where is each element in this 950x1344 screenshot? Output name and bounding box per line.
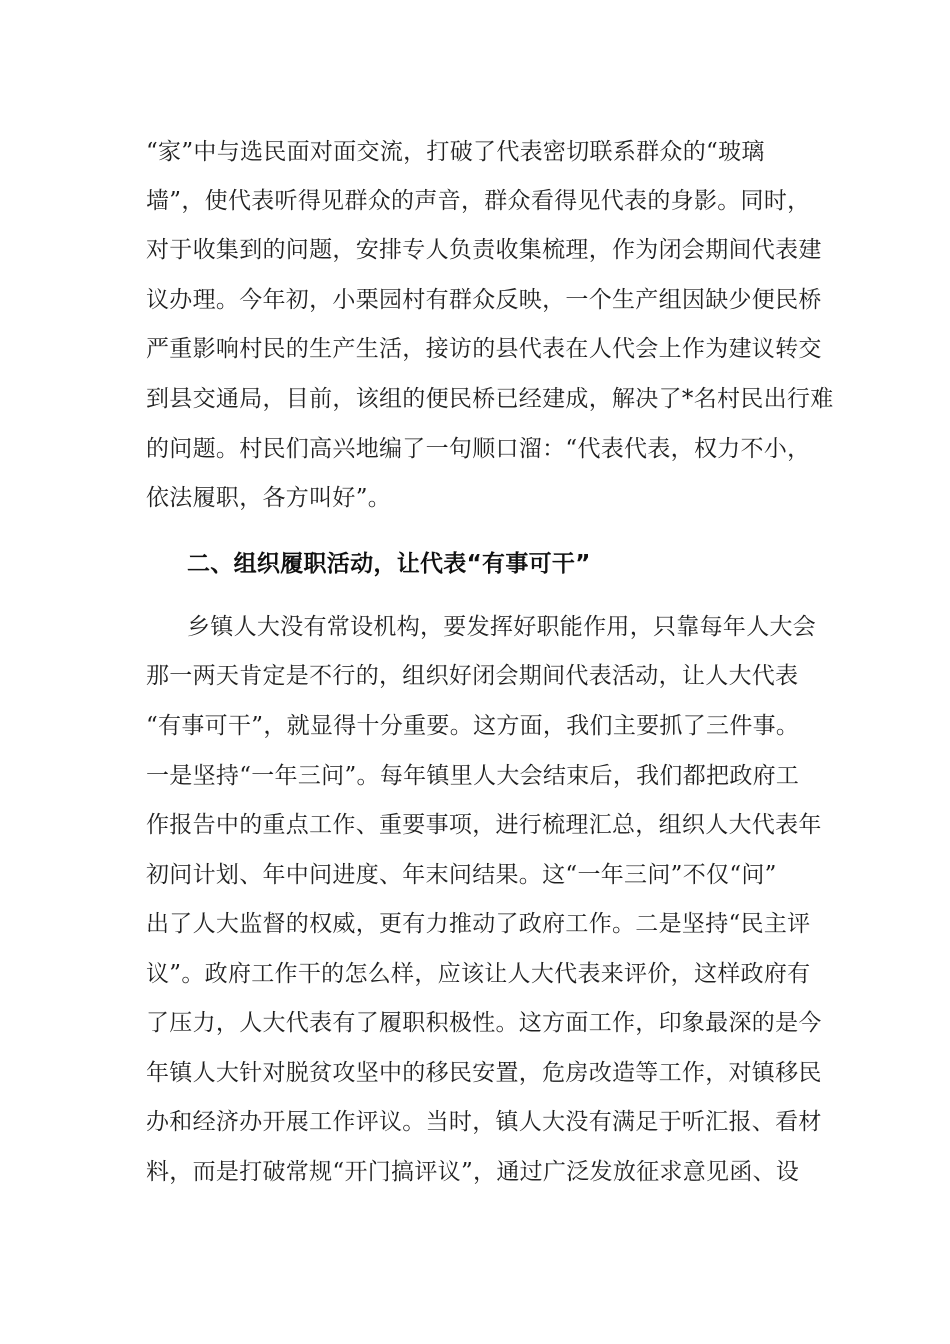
paragraph2-line-9: 了压力，人大代表有了履职积极性。这方面工作，印象最深的是今 bbox=[146, 1010, 822, 1036]
paragraph1-line-2: 墙”，使代表听得见群众的声音，群众看得见代表的身影。同时， bbox=[146, 188, 811, 214]
paragraph1-line-6: 到县交通局，目前，该组的便民桥已经建成，解决了*名村民出行难 bbox=[146, 386, 834, 412]
section-heading: 二、组织履职活动，让代表“有事可干” bbox=[187, 551, 591, 577]
paragraph1-line-5: 严重影响村民的生产生活，接访的县代表在人代会上作为建议转交 bbox=[146, 336, 822, 362]
paragraph2-line-3: “有事可干”，就显得十分重要。这方面，我们主要抓了三件事。 bbox=[146, 713, 800, 739]
paragraph2-line-5: 作报告中的重点工作、重要事项，进行梳理汇总，组织人大代表年 bbox=[146, 812, 822, 838]
paragraph2-line-4: 一是坚持“一年三问”。每年镇里人大会结束后，我们都把政府工 bbox=[146, 763, 800, 789]
paragraph2-line-11: 办和经济办开展工作评议。当时，镇人大没有满足于听汇报、看材 bbox=[146, 1109, 822, 1135]
paragraph2-line-12: 料，而是打破常规“开门搞评议”，通过广泛发放征求意见函、设 bbox=[146, 1159, 800, 1185]
paragraph1-line-3: 对于收集到的问题，安排专人负责收集梳理，作为闭会期间代表建 bbox=[146, 237, 822, 263]
paragraph2-line-7: 出了人大监督的权威，更有力推动了政府工作。二是坚持“民主评 bbox=[146, 911, 811, 937]
paragraph1-line-1: “家”中与选民面对面交流，打破了代表密切联系群众的“玻璃 bbox=[146, 139, 765, 165]
paragraph2-line-10: 年镇人大针对脱贫攻坚中的移民安置，危房改造等工作，对镇移民 bbox=[146, 1060, 822, 1086]
paragraph1-line-8: 依法履职，各方叫好”。 bbox=[146, 485, 392, 511]
paragraph1-line-4: 议办理。今年初，小栗园村有群众反映，一个生产组因缺少便民桥 bbox=[146, 287, 822, 313]
paragraph2-line-6: 初问计划、年中问进度、年末问结果。这“一年三问”不仅“问” bbox=[146, 862, 777, 888]
paragraph2-line-1: 乡镇人大没有常设机构，要发挥好职能作用，只靠每年人大会 bbox=[187, 614, 817, 640]
paragraph2-line-2: 那一两天肯定是不行的，组织好闭会期间代表活动，让人大代表 bbox=[146, 663, 799, 689]
paragraph2-line-8: 议”。政府工作干的怎么样，应该让人大代表来评价，这样政府有 bbox=[146, 961, 811, 987]
paragraph1-line-7: 的问题。村民们高兴地编了一句顺口溜：“代表代表，权力不小， bbox=[146, 436, 811, 462]
